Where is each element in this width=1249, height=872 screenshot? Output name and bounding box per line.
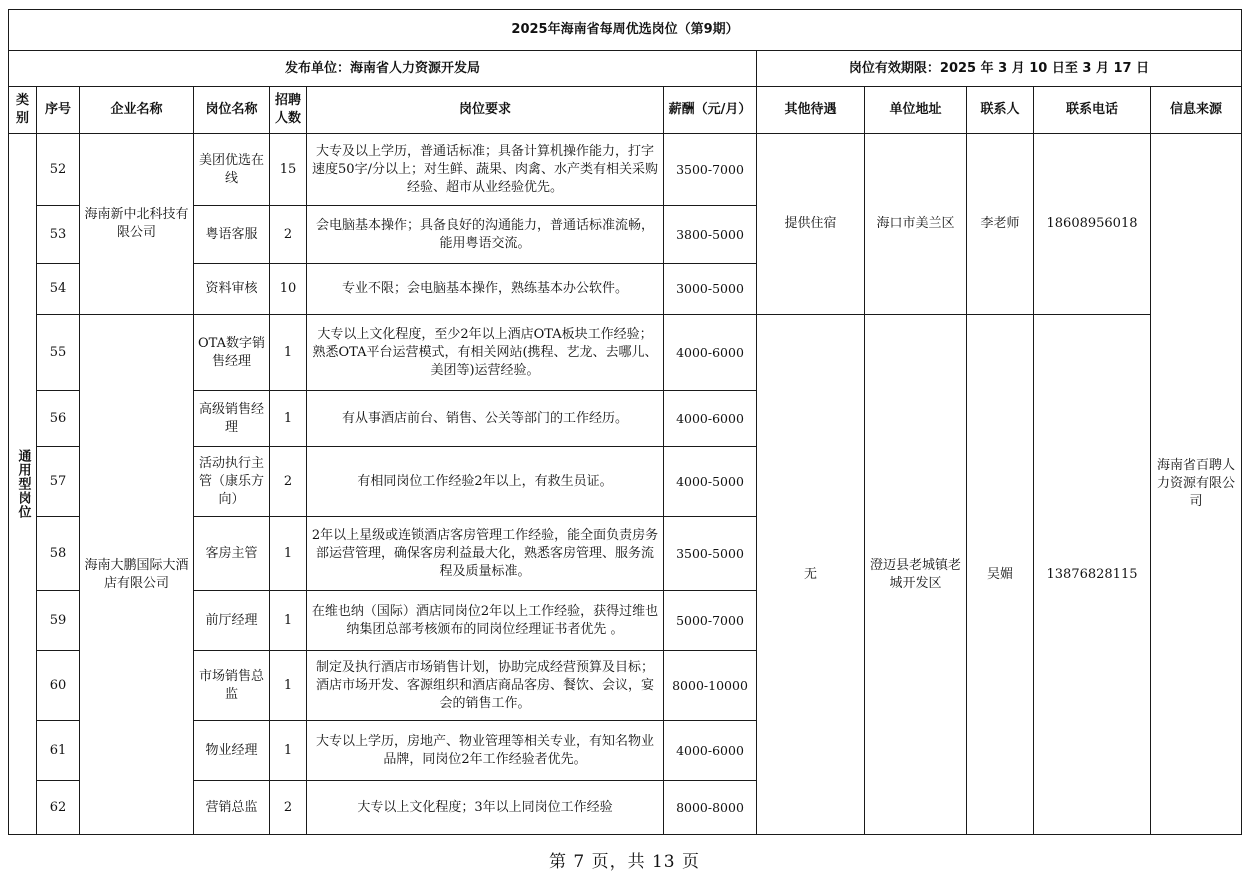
table-row (9, 134, 1242, 206)
position-name: 粤语客服 (194, 206, 270, 264)
header-company: 企业名称 (80, 87, 194, 134)
header-salary: 薪酬（元/月） (664, 87, 757, 134)
row-no: 58 (37, 517, 80, 591)
salary: 3800-5000 (664, 206, 757, 264)
position-name: 美团优选在线 (194, 134, 270, 206)
row-no: 56 (37, 391, 80, 447)
salary: 4000-6000 (664, 315, 757, 391)
header-phone: 联系电话 (1034, 87, 1151, 134)
header-category: 类别 (9, 87, 37, 134)
position-name: OTA数字销售经理 (194, 315, 270, 391)
header-no: 序号 (37, 87, 80, 134)
salary: 4000-6000 (664, 391, 757, 447)
table-row (9, 315, 1242, 391)
header-position: 岗位名称 (194, 87, 270, 134)
company-name: 海南新中北科技有限公司 (80, 134, 194, 315)
headcount: 10 (270, 264, 307, 315)
position-name: 物业经理 (194, 721, 270, 781)
contact-person: 李老师 (967, 134, 1034, 315)
salary: 4000-5000 (664, 447, 757, 517)
salary: 8000-10000 (664, 651, 757, 721)
headcount: 2 (270, 781, 307, 835)
headcount: 15 (270, 134, 307, 206)
requirements: 大专及以上学历，普通话标准；具备计算机操作能力，打字速度50字/分以上；对生鲜、蔬果、肉禽、水产类有相关采购经验、超市从业经验优先。 (307, 134, 664, 206)
header-row (9, 87, 1242, 134)
salary: 5000-7000 (664, 591, 757, 651)
header-headcount: 招聘人数 (270, 87, 307, 134)
headcount: 1 (270, 651, 307, 721)
company-name: 海南大鹏国际大酒店有限公司 (80, 315, 194, 835)
category-cell: 通用型岗位 (9, 134, 37, 835)
position-name: 营销总监 (194, 781, 270, 835)
document-title: 2025年海南省每周优选岗位（第9期） (9, 10, 1242, 51)
position-name: 客房主管 (194, 517, 270, 591)
benefits: 无 (757, 315, 865, 835)
salary: 8000-8000 (664, 781, 757, 835)
address: 澄迈县老城镇老城开发区 (865, 315, 967, 835)
salary: 3000-5000 (664, 264, 757, 315)
headcount: 1 (270, 517, 307, 591)
row-no: 57 (37, 447, 80, 517)
page-number: 第 7 页，共 13 页 (548, 852, 701, 872)
requirements: 有从事酒店前台、销售、公关等部门的工作经历。 (307, 391, 664, 447)
requirements: 会电脑基本操作；具备良好的沟通能力，普通话标准流畅，能用粤语交流。 (307, 206, 664, 264)
salary: 4000-6000 (664, 721, 757, 781)
requirements: 有相同岗位工作经验2年以上，有救生员证。 (307, 447, 664, 517)
row-no: 62 (37, 781, 80, 835)
phone-number: 13876828115 (1034, 315, 1151, 835)
validity-period: 岗位有效期限：2025 年 3 月 10 日至 3 月 17 日 (757, 51, 1242, 87)
requirements: 大专以上文化程度，至少2年以上酒店OTA板块工作经验；熟悉OTA平台运营模式，有相关网站(携程、艺龙、去哪儿、美团等)运营经验。 (307, 315, 664, 391)
position-name: 市场销售总监 (194, 651, 270, 721)
salary: 3500-5000 (664, 517, 757, 591)
row-no: 54 (37, 264, 80, 315)
row-no: 60 (37, 651, 80, 721)
requirements: 2年以上星级或连锁酒店客房管理工作经验，能全面负责房务部运营管理，确保客房利益最大化，熟悉客房管理、服务流程及质量标准。 (307, 517, 664, 591)
header-address: 单位地址 (865, 87, 967, 134)
requirements: 在维也纳（国际）酒店同岗位2年以上工作经验，获得过维也纳集团总部考核颁布的同岗位经理证书者优先 。 (307, 591, 664, 651)
position-name: 前厅经理 (194, 591, 270, 651)
headcount: 1 (270, 721, 307, 781)
headcount: 2 (270, 447, 307, 517)
requirements: 制定及执行酒店市场销售计划，协助完成经营预算及目标；酒店市场开发、客源组织和酒店商品客房、餐饮、会议，宴会的销售工作。 (307, 651, 664, 721)
info-source: 海南省百聘人力资源有限公司 (1151, 134, 1242, 835)
header-requirements: 岗位要求 (307, 87, 664, 134)
header-contact: 联系人 (967, 87, 1034, 134)
headcount: 1 (270, 391, 307, 447)
row-no: 61 (37, 721, 80, 781)
phone-number: 18608956018 (1034, 134, 1151, 315)
headcount: 1 (270, 591, 307, 651)
contact-person: 吴媚 (967, 315, 1034, 835)
job-table (8, 9, 1242, 835)
requirements: 大专以上文化程度；3年以上同岗位工作经验 (307, 781, 664, 835)
header-source: 信息来源 (1151, 87, 1242, 134)
row-no: 59 (37, 591, 80, 651)
position-name: 高级销售经理 (194, 391, 270, 447)
header-benefits: 其他待遇 (757, 87, 865, 134)
position-name: 资料审核 (194, 264, 270, 315)
address: 海口市美兰区 (865, 134, 967, 315)
headcount: 2 (270, 206, 307, 264)
row-no: 53 (37, 206, 80, 264)
requirements: 大专以上学历，房地产、物业管理等相关专业，有知名物业品牌，同岗位2年工作经验者优先。 (307, 721, 664, 781)
salary: 3500-7000 (664, 134, 757, 206)
row-no: 55 (37, 315, 80, 391)
publisher: 发布单位：海南省人力资源开发局 (9, 51, 757, 87)
position-name: 活动执行主管（康乐方向） (194, 447, 270, 517)
row-no: 52 (37, 134, 80, 206)
benefits: 提供住宿 (757, 134, 865, 315)
requirements: 专业不限；会电脑基本操作，熟练基本办公软件。 (307, 264, 664, 315)
headcount: 1 (270, 315, 307, 391)
